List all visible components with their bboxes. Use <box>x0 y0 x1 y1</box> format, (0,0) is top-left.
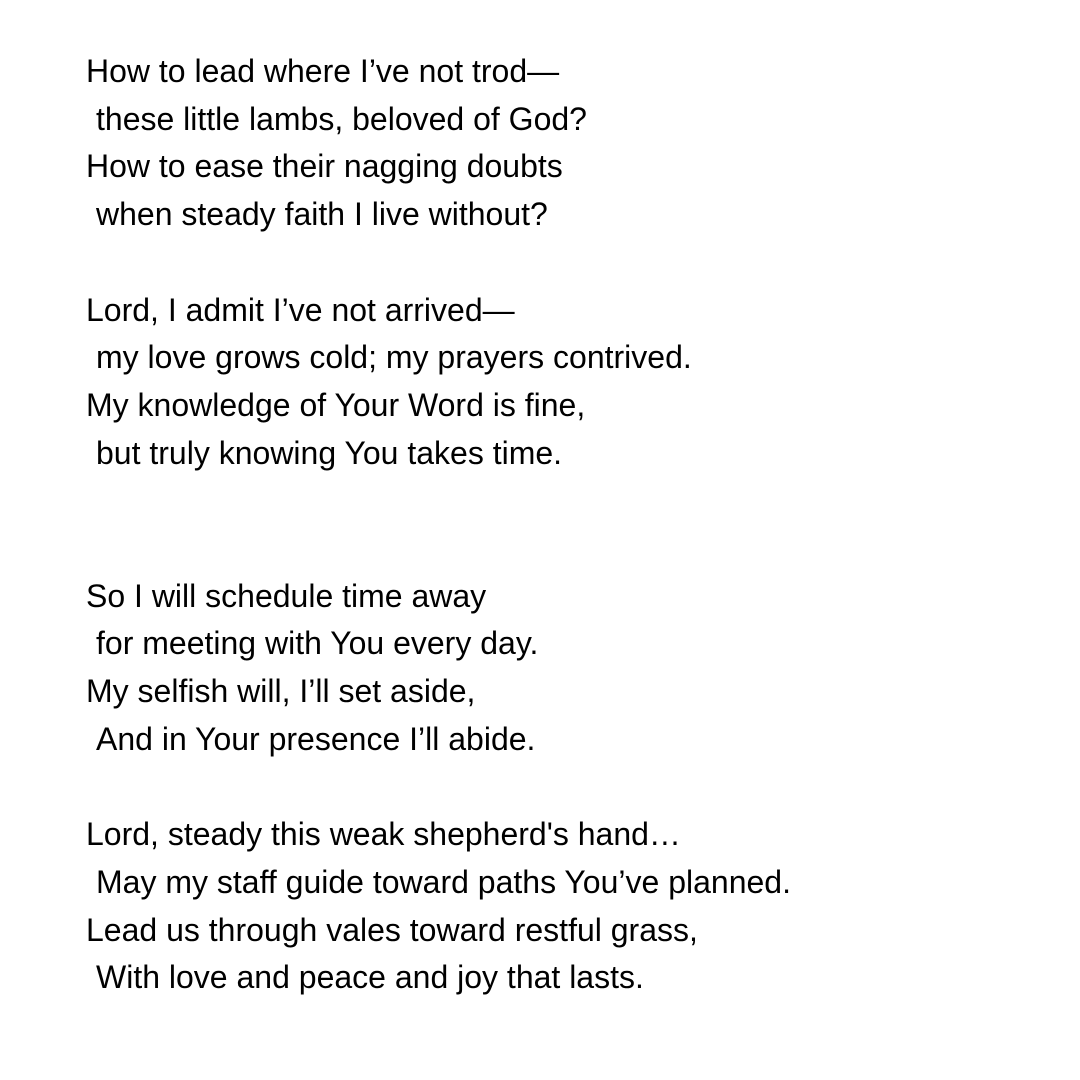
poem-line: My selfish will, I’ll set aside, <box>86 673 476 710</box>
poem-line: With love and peace and joy that lasts. <box>96 959 644 996</box>
stanza-1 <box>86 48 1046 239</box>
stanza-break <box>86 239 1046 287</box>
poem-line: So I will schedule time away <box>86 577 487 614</box>
poem-line: these little lambs, beloved of God? <box>96 100 587 137</box>
poem-line: my love grows cold; my prayers contrived. <box>96 339 692 376</box>
stanza-break <box>86 477 1046 572</box>
poem-line: when steady faith I live without? <box>96 196 548 233</box>
poem-line: And in Your presence I’ll abide. <box>96 720 536 757</box>
stanza-2 <box>86 287 1046 478</box>
poem <box>86 48 1046 1002</box>
poem-line: Lead us through vales toward restful grass, <box>86 911 698 948</box>
poem-line: How to lead where I’ve not trod— <box>86 53 560 89</box>
stanza-4 <box>86 811 1046 1002</box>
poem-line: How to ease their nagging doubts <box>86 148 563 185</box>
poem-line: for meeting with You every day. <box>96 625 539 662</box>
stanza-3 <box>86 573 1046 764</box>
poem-line: but truly knowing You takes time. <box>96 434 563 471</box>
poem-line: May my staff guide toward paths You’ve planned. <box>96 863 791 900</box>
poem-line: Lord, I admit I’ve not arrived— <box>86 291 515 328</box>
poem-line: Lord, steady this weak shepherd's hand… <box>86 816 681 853</box>
poem-line: My knowledge of Your Word is fine, <box>86 386 586 423</box>
stanza-break <box>86 764 1046 812</box>
